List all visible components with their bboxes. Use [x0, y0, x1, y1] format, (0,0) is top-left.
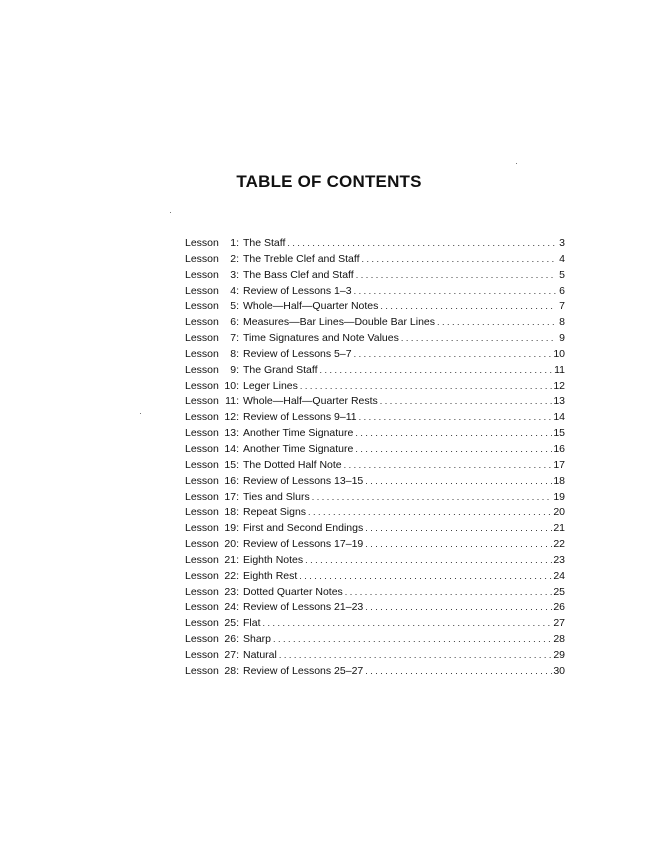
- toc-entry: [185, 521, 565, 537]
- lesson-title: Repeat Signs: [243, 506, 307, 519]
- toc-entry: [185, 284, 565, 300]
- toc-entry: [185, 648, 565, 664]
- lesson-number: 15:: [224, 458, 239, 471]
- lesson-number: 26:: [224, 633, 239, 646]
- lesson-title: Whole—Half—Quarter Rests: [243, 395, 378, 408]
- lesson-title: Sharp: [243, 633, 272, 646]
- lesson-label: Lesson: [185, 300, 219, 313]
- lesson-number: 6:: [230, 316, 239, 329]
- toc-entry: [185, 505, 565, 521]
- page-number: 29: [553, 648, 565, 661]
- lesson-label: Lesson: [185, 379, 219, 392]
- page-number: 4: [559, 252, 565, 265]
- dot-leader: [362, 252, 556, 268]
- page-number: 28: [553, 633, 565, 646]
- page-number: 13: [553, 395, 565, 408]
- lesson-title: Whole—Half—Quarter Notes: [243, 300, 379, 313]
- dot-leader: [380, 299, 556, 315]
- dot-leader: [365, 537, 552, 553]
- lesson-number: 21:: [224, 553, 239, 566]
- lesson-number: 10:: [224, 379, 239, 392]
- page-number: 12: [553, 379, 565, 392]
- toc-entry: [185, 347, 565, 363]
- lesson-title: First and Second Endings: [243, 522, 364, 535]
- toc-entry: [185, 331, 565, 347]
- lesson-label: Lesson: [185, 316, 219, 329]
- lesson-label: Lesson: [185, 442, 219, 455]
- page-number: 11: [554, 363, 565, 376]
- dot-leader: [355, 426, 552, 442]
- lesson-number: 18:: [224, 506, 239, 519]
- lesson-title: Review of Lessons 21–23: [243, 601, 364, 614]
- lesson-number: 9:: [230, 363, 239, 376]
- page-number: 19: [553, 490, 565, 503]
- lesson-number: 20:: [224, 538, 239, 551]
- lesson-label: Lesson: [185, 585, 219, 598]
- lesson-label: Lesson: [185, 490, 219, 503]
- page-number: 26: [553, 601, 565, 614]
- toc-entry: [185, 410, 565, 426]
- page-number: 7: [559, 300, 565, 313]
- dot-leader: [401, 331, 556, 347]
- page-number: 24: [553, 569, 565, 582]
- lesson-label: Lesson: [185, 553, 219, 566]
- page-number: 5: [559, 268, 565, 281]
- lesson-label: Lesson: [185, 633, 219, 646]
- lesson-title: Natural: [243, 648, 277, 661]
- lesson-number: 24:: [224, 601, 239, 614]
- dot-leader: [279, 648, 552, 664]
- lesson-number: 7:: [230, 332, 239, 345]
- lesson-title: The Bass Clef and Staff: [243, 268, 354, 281]
- dot-leader: [345, 585, 553, 601]
- toc-entry: [185, 490, 565, 506]
- dot-leader: [365, 521, 552, 537]
- lesson-number: 14:: [224, 442, 239, 455]
- toc-entry: [185, 474, 565, 490]
- lesson-label: Lesson: [185, 252, 219, 265]
- lesson-number: 4:: [230, 284, 239, 297]
- page-number: 8: [559, 316, 565, 329]
- toc-entry: [185, 379, 565, 395]
- toc-entry: [185, 600, 565, 616]
- lesson-label: Lesson: [185, 332, 219, 345]
- lesson-label: Lesson: [185, 268, 219, 281]
- toc-entry: [185, 632, 565, 648]
- lesson-label: Lesson: [185, 538, 219, 551]
- dot-leader: [365, 474, 552, 490]
- lesson-title: Review of Lessons 25–27: [243, 664, 364, 677]
- lesson-title: Review of Lessons 1–3: [243, 284, 352, 297]
- lesson-label: Lesson: [185, 395, 219, 408]
- lesson-number: 19:: [224, 522, 239, 535]
- toc-entry: [185, 252, 565, 268]
- lesson-number: 12:: [224, 411, 239, 424]
- lesson-title: Measures—Bar Lines—Double Bar Lines: [243, 316, 436, 329]
- page-number: 22: [553, 538, 565, 551]
- toc-entry: [185, 664, 565, 680]
- toc-entry: [185, 268, 565, 284]
- lesson-label: Lesson: [185, 363, 219, 376]
- page-title: TABLE OF CONTENTS: [236, 172, 422, 191]
- toc-entry: [185, 537, 565, 553]
- lesson-label: Lesson: [185, 601, 219, 614]
- dot-leader: [320, 363, 554, 379]
- lesson-title: Review of Lessons 13–15: [243, 474, 364, 487]
- lesson-label: Lesson: [185, 284, 219, 297]
- page-number: 17: [553, 458, 565, 471]
- lesson-title: Another Time Signature: [243, 442, 354, 455]
- dot-leader: [359, 410, 553, 426]
- lesson-title: Review of Lessons 17–19: [243, 538, 364, 551]
- page-number: 27: [553, 617, 565, 630]
- page-number: 23: [553, 553, 565, 566]
- lesson-label: Lesson: [185, 648, 219, 661]
- lesson-title: The Treble Clef and Staff: [243, 252, 360, 265]
- toc-entry: [185, 236, 565, 252]
- lesson-number: 3:: [230, 268, 239, 281]
- toc-entry: [185, 394, 565, 410]
- dot-leader: [300, 379, 552, 395]
- lesson-number: 2:: [230, 252, 239, 265]
- lesson-title: The Dotted Half Note: [243, 458, 342, 471]
- toc-entry: [185, 458, 565, 474]
- dot-leader: [263, 616, 553, 632]
- page-number: 10: [553, 347, 565, 360]
- dot-leader: [365, 600, 552, 616]
- toc-entry: [185, 299, 565, 315]
- dot-leader: [437, 315, 556, 331]
- lesson-title: Review of Lessons 9–11: [243, 411, 357, 424]
- scan-speck: [516, 163, 517, 164]
- toc-entry: [185, 569, 565, 585]
- dot-leader: [380, 394, 553, 410]
- lesson-label: Lesson: [185, 347, 219, 360]
- lesson-label: Lesson: [185, 617, 219, 630]
- toc-entry: [185, 363, 565, 379]
- lesson-number: 22:: [224, 569, 239, 582]
- page-number: 21: [553, 522, 565, 535]
- page-number: 16: [553, 442, 565, 455]
- lesson-label: Lesson: [185, 237, 219, 249]
- lesson-title: Dotted Quarter Notes: [243, 585, 343, 598]
- lesson-title: The Staff: [243, 237, 286, 249]
- lesson-title: The Grand Staff: [243, 363, 318, 376]
- lesson-number: 13:: [224, 427, 239, 440]
- lesson-title: Ties and Slurs: [243, 490, 310, 503]
- dot-leader: [299, 569, 552, 585]
- dot-leader: [273, 632, 552, 648]
- page-number: 25: [553, 585, 565, 598]
- table-of-contents: [185, 236, 565, 680]
- dot-leader: [308, 505, 552, 521]
- page-number: 3: [559, 237, 565, 249]
- scan-speck: [140, 413, 141, 414]
- lesson-label: Lesson: [185, 458, 219, 471]
- scan-speck: [170, 212, 171, 213]
- lesson-title: Another Time Signature: [243, 427, 354, 440]
- lesson-title: Eighth Notes: [243, 553, 304, 566]
- lesson-title: Review of Lessons 5–7: [243, 347, 352, 360]
- dot-leader: [365, 664, 552, 680]
- page-number: 15: [553, 427, 565, 440]
- lesson-label: Lesson: [185, 522, 219, 535]
- dot-leader: [305, 553, 552, 569]
- lesson-title: Flat: [243, 617, 261, 630]
- page-number: 20: [553, 506, 565, 519]
- lesson-title: Eighth Rest: [243, 569, 298, 582]
- lesson-label: Lesson: [185, 569, 219, 582]
- dot-leader: [355, 442, 552, 458]
- dot-leader: [344, 458, 553, 474]
- dot-leader: [356, 268, 556, 284]
- lesson-number: 27:: [224, 648, 239, 661]
- page-number: 14: [553, 411, 565, 424]
- lesson-number: 8:: [230, 347, 239, 360]
- toc-entry: [185, 442, 565, 458]
- lesson-number: 17:: [224, 490, 239, 503]
- lesson-title: Leger Lines: [243, 379, 298, 392]
- dot-leader: [354, 347, 553, 363]
- lesson-number: 16:: [224, 474, 239, 487]
- page-number: 9: [559, 332, 565, 345]
- toc-entry: [185, 616, 565, 632]
- toc-entry: [185, 426, 565, 442]
- lesson-number: 28:: [224, 664, 239, 677]
- dot-leader: [354, 284, 556, 300]
- lesson-number: 11:: [225, 395, 239, 408]
- toc-entry: [185, 585, 565, 601]
- page-number: 6: [559, 284, 565, 297]
- dot-leader: [287, 236, 556, 252]
- lesson-number: 23:: [224, 585, 239, 598]
- toc-entry: [185, 553, 565, 569]
- page-number: 18: [553, 474, 565, 487]
- lesson-number: 25:: [224, 617, 239, 630]
- lesson-number: 1:: [230, 237, 239, 249]
- lesson-label: Lesson: [185, 427, 219, 440]
- dot-leader: [312, 490, 553, 506]
- page-number: 30: [553, 664, 565, 677]
- lesson-label: Lesson: [185, 411, 219, 424]
- lesson-label: Lesson: [185, 474, 219, 487]
- lesson-label: Lesson: [185, 506, 219, 519]
- toc-entry: [185, 315, 565, 331]
- lesson-title: Time Signatures and Note Values: [243, 332, 399, 345]
- lesson-number: 5:: [230, 300, 239, 313]
- lesson-label: Lesson: [185, 664, 219, 677]
